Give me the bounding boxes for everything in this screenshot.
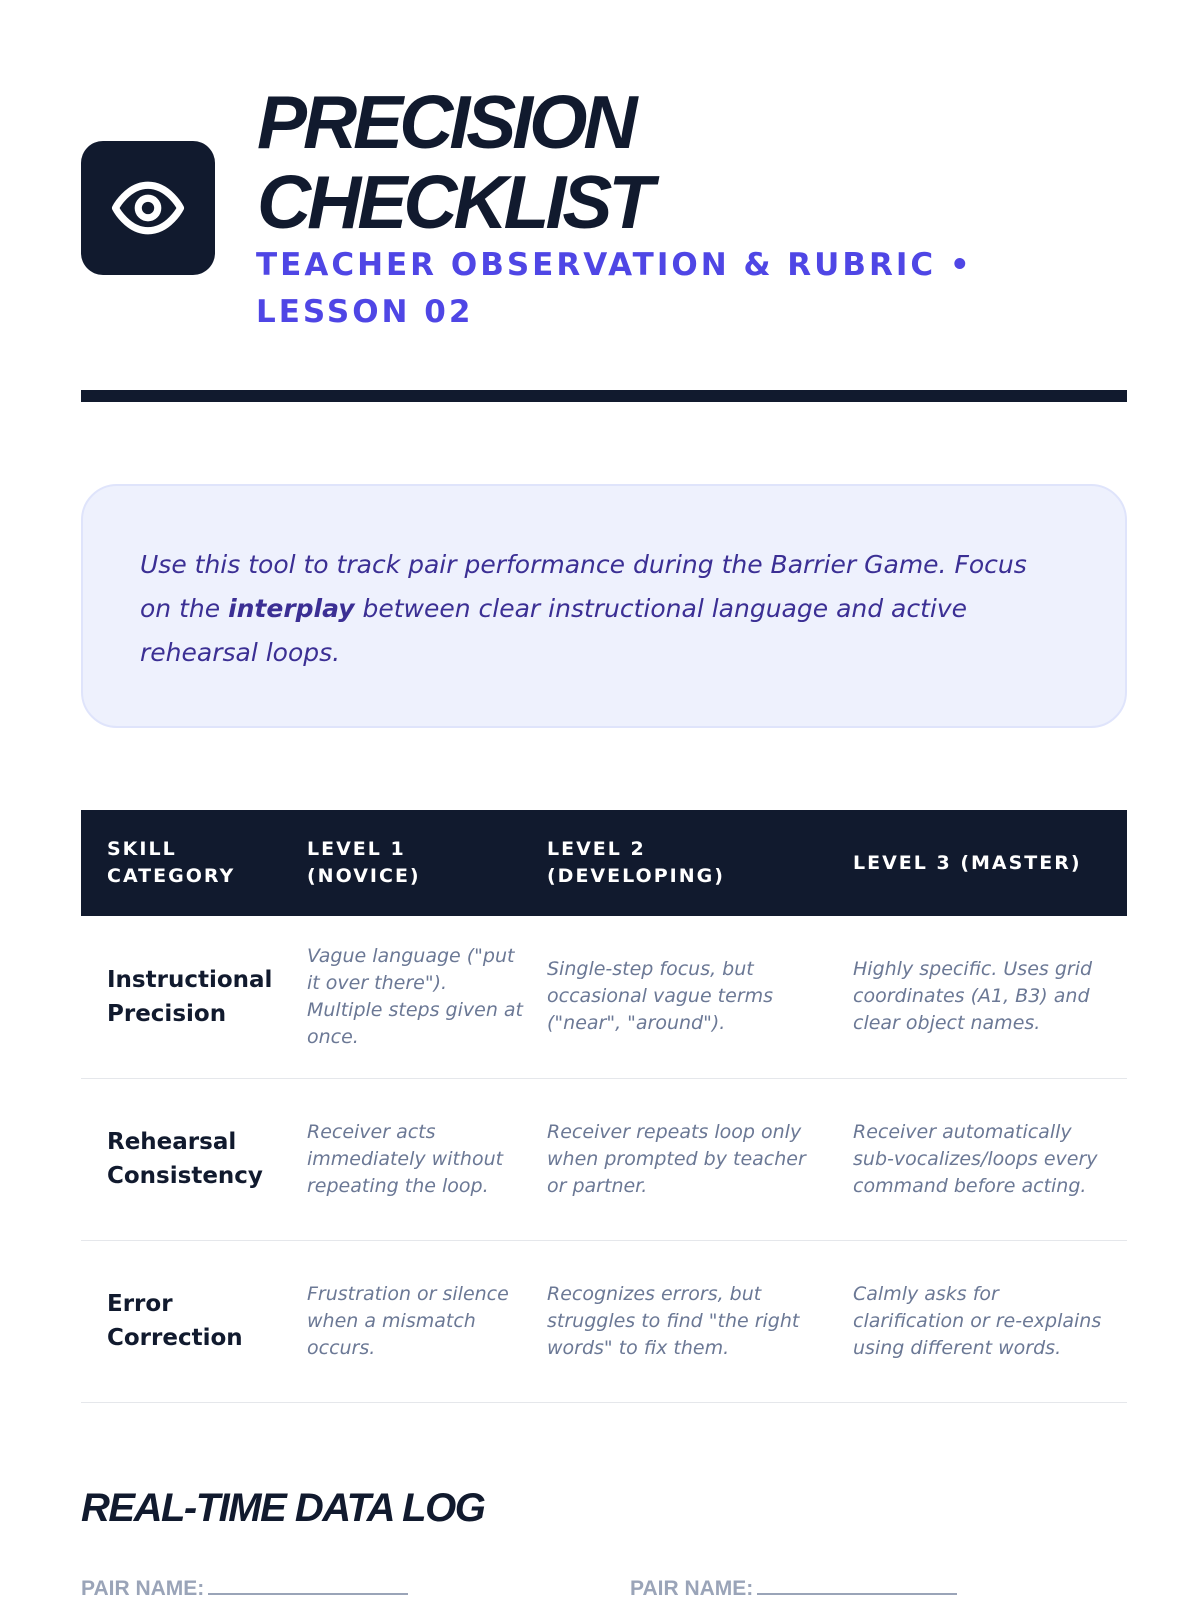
intro-callout: [81, 484, 1127, 728]
pair-name-label: PAIR NAME:: [630, 1577, 754, 1600]
level-3-descriptor: Calmly asks for clarification or re-explains using different words.: [853, 1282, 1102, 1359]
column-header: LEVEL 3 (MASTER): [853, 851, 1082, 874]
intro-text-start: Use this tool to track pair performance during the Barrier Game. Focus on the: [140, 550, 1027, 623]
page-title: PRECISION CHECKLIST: [257, 80, 651, 244]
eye-icon: [109, 169, 187, 247]
level-2-descriptor: Recognizes errors, but struggles to find "the right words" to fix them.: [547, 1282, 800, 1359]
level-2-descriptor: Receiver repeats loop only when prompted by teacher or partner.: [547, 1120, 806, 1197]
logo-badge: [81, 141, 215, 275]
page-subtitle: TEACHER OBSERVATION & RUBRIC • LESSON 02: [256, 247, 973, 330]
table-row: [81, 1078, 1127, 1240]
table-row: [81, 1240, 1127, 1402]
pair-name-label: PAIR NAME:: [81, 1577, 205, 1600]
intro-text: [140, 543, 1060, 675]
pair-name-blank-line[interactable]: [757, 1575, 957, 1595]
intro-emphasis: interplay: [228, 594, 355, 623]
rubric-header-row: [81, 810, 1127, 916]
pair-name-blank-line[interactable]: [208, 1575, 408, 1595]
page-header: [81, 82, 1127, 332]
skill-category: Error Correction: [107, 1291, 243, 1351]
level-1-descriptor: Receiver acts immediately without repeating the loop.: [307, 1120, 504, 1197]
intro-text-end: between clear instructional language and active rehearsal loops.: [140, 594, 968, 667]
level-1-descriptor: Frustration or silence when a mismatch occurs.: [307, 1282, 509, 1359]
level-3-descriptor: Highly specific. Uses grid coordinates (A1, B3) and clear object names.: [853, 958, 1093, 1035]
pair-name-field[interactable]: [81, 1575, 408, 1602]
level-2-descriptor: Single-step focus, but occasional vague terms ("near", "around").: [547, 958, 774, 1035]
level-1-descriptor: Vague language ("put it over there"). Multiple steps given at once.: [307, 944, 523, 1048]
level-3-descriptor: Receiver automatically sub-vocalizes/loops every command before acting.: [853, 1120, 1098, 1197]
header-divider: [81, 390, 1127, 402]
column-header: SKILL CATEGORY: [107, 838, 236, 887]
page: [81, 0, 1127, 1600]
pair-name-field[interactable]: [630, 1575, 957, 1602]
rubric-table: [81, 810, 1127, 1403]
skill-category: Rehearsal Consistency: [107, 1129, 263, 1189]
column-header: LEVEL 2 (DEVELOPING): [547, 838, 725, 887]
table-row: [81, 916, 1127, 1078]
data-log-title: REAL-TIME DATA LOG: [81, 1486, 485, 1530]
column-header: LEVEL 1 (NOVICE): [307, 838, 421, 887]
skill-category: Instructional Precision: [107, 966, 273, 1027]
